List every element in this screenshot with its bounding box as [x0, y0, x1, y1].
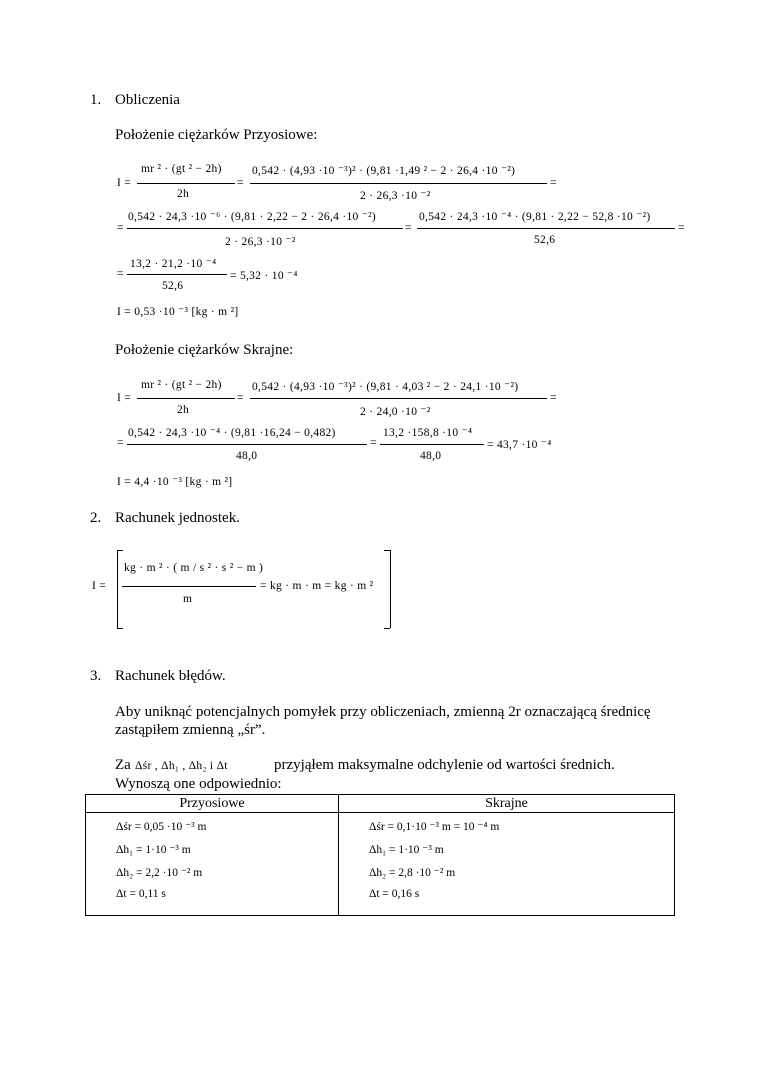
table-cell-extreme	[338, 813, 674, 916]
formula-a-num1: mr ² · (gt ² − 2h)	[141, 163, 222, 175]
table-row: Δh₂ = 2,8 ·10 ⁻² m	[368, 867, 456, 879]
formula-a-den3: 2 · 26,3 ·10 ⁻²	[225, 236, 296, 248]
formula-eq: =	[370, 437, 377, 449]
formula-a-den5: 52,6	[162, 280, 184, 292]
formula-b-den2: 2 · 24,0 ·10 ⁻²	[360, 406, 431, 418]
table-cell-axial	[86, 813, 339, 916]
formula-I-label: I =	[117, 392, 132, 404]
axial-moment-result: I = 0,53 ·10 ⁻³ [kg · m ²]	[117, 306, 239, 318]
units-result: = kg · m · m = kg · m ²	[260, 580, 374, 592]
table-row: Δh₂ = 2,2 ·10 ⁻² m	[116, 867, 203, 879]
section-2-number: 2.	[90, 510, 102, 526]
formula-b-num4: 13,2 ·158,8 ·10 ⁻⁴	[383, 427, 473, 439]
formula-a-num5: 13,2 · 21,2 ·10 ⁻⁴	[130, 258, 217, 270]
formula-I-label: I =	[92, 580, 107, 592]
error-table	[85, 794, 675, 916]
formula-eq: =	[550, 177, 557, 189]
paragraph-2-line-2: Wynoszą one odpowiednio:	[115, 776, 282, 792]
formula-eq: =	[117, 222, 124, 234]
formula-b-result: = 43,7 ·10 ⁻⁴	[487, 439, 552, 451]
section-1-title: Obliczenia	[115, 92, 180, 108]
formula-b-den4: 48,0	[420, 450, 442, 462]
table-header-axial: Przyosiowe	[86, 795, 339, 813]
section-2-title: Rachunek jednostek.	[115, 510, 240, 526]
formula-b-den3: 48,0	[236, 450, 258, 462]
formula-eq: =	[117, 437, 124, 449]
formula-a-den2: 2 · 26,3 ·10 ⁻²	[360, 190, 431, 202]
formula-I-label: I =	[117, 177, 132, 189]
formula-eq: =	[550, 392, 557, 404]
formula-eq: =	[237, 177, 244, 189]
formula-a-result: = 5,32 · 10 ⁻⁴	[230, 270, 298, 282]
formula-a-den1: 2h	[177, 188, 190, 200]
formula-eq: =	[117, 268, 124, 280]
formula-eq: =	[405, 222, 412, 234]
formula-eq: =	[237, 392, 244, 404]
extreme-moment-result: I = 4,4 ·10 ⁻³ [kg · m ²]	[117, 476, 233, 488]
subheading-axial: Położenie ciężarków Przyosiowe:	[115, 127, 318, 143]
paragraph-1-line-2: zastąpiłem zmienną „śr”.	[115, 722, 266, 738]
table-row: Δśr = 0,1·10 ⁻³ m = 10 ⁻⁴ m	[368, 821, 500, 833]
formula-b-den1: 2h	[177, 404, 190, 416]
paragraph-1-line-1: Aby uniknąć potencjalnych pomyłek przy obliczeniach, zmienną 2r oznaczającą średnicę	[115, 704, 651, 720]
formula-b-num1: mr ² · (gt ² − 2h)	[141, 379, 222, 391]
formula-a-den4: 52,6	[534, 234, 556, 246]
section-3-title: Rachunek błędów.	[115, 668, 226, 684]
table-row: Δt = 0,16 s	[368, 888, 420, 900]
paragraph-2-rest: przyjąłem maksymalne odchylenie od wartości średnich.	[274, 757, 615, 773]
formula-b-num3: 0,542 · 24,3 ·10 ⁻⁴ · (9,81 ·16,24 − 0,482)	[128, 427, 336, 439]
formula-b-num2: 0,542 · (4,93 ·10 ⁻³)² · (9,81 · 4,03 ² − 2 · 24,1 ·10 ⁻²)	[252, 381, 519, 393]
units-numerator: kg · m ² · ( m / s ² · s ² − m )	[124, 562, 264, 574]
formula-a-num3: 0,542 · 24,3 ·10 ⁻⁶ · (9,81 · 2,22 − 2 · 26,4 ·10 ⁻²)	[128, 211, 376, 223]
subheading-extreme: Położenie ciężarków Skrajne:	[115, 342, 294, 358]
formula-a-num4: 0,542 · 24,3 ·10 ⁻⁴ · (9,81 · 2,22 − 52,8 ·10 ⁻²)	[419, 211, 651, 223]
section-3-number: 3.	[90, 668, 102, 684]
units-denominator: m	[183, 593, 193, 605]
formula-eq: =	[678, 222, 685, 234]
formula-a-num2: 0,542 · (4,93 ·10 ⁻³)² · (9,81 ·1,49 ² − 2 · 26,4 ·10 ⁻²)	[252, 165, 516, 177]
section-1-number: 1.	[90, 92, 102, 108]
table-row: Δh₁ = 1·10 ⁻³ m	[368, 844, 444, 856]
table-row: Δśr = 0,05 ·10 ⁻³ m	[116, 821, 207, 833]
table-row: Δh₁ = 1·10 ⁻³ m	[116, 844, 191, 856]
paragraph-2-za: Za	[115, 757, 131, 773]
table-header-extreme: Skrajne	[338, 795, 674, 813]
paragraph-2-vars: Δśr , Δh₁ , Δh₂ i Δt	[135, 760, 228, 772]
table-row: Δt = 0,11 s	[116, 888, 166, 900]
